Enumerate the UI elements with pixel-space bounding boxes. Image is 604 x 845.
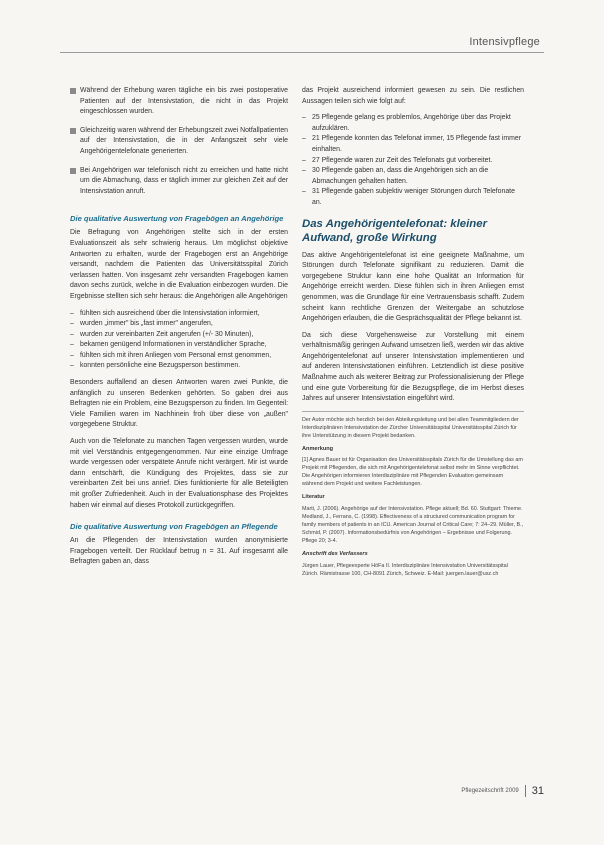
list-item: – fühlten sich ausreichend über die Intensivstation informiert, bbox=[70, 309, 260, 317]
bullet-item bbox=[70, 86, 288, 124]
magazine-name: Pflegezeitschrift 2009 bbox=[461, 788, 519, 794]
list-item: – konnten persönliche eine Bezugsperson bestimmen. bbox=[70, 362, 241, 370]
literature-heading: Literatur bbox=[302, 494, 325, 501]
header-rule bbox=[60, 52, 544, 53]
list-item: – fühlten sich mit ihren Anliegen vom Personal ernst genommen, bbox=[70, 351, 272, 359]
list-item: – 31 Pflegende gaben subjektiv weniger Störungen durch Telefonate an. bbox=[302, 188, 515, 206]
square-bullet-icon bbox=[70, 168, 76, 174]
address-text: Jürgen Lauer, Pflegeexperte HöFa II. Interdisziplinäre Intensivstation Universitätsspital Zürich. Rämistrasse 100, CH-8091 Zürich, Schweiz. E-Mail: juergen.lauer@usz.ch bbox=[302, 562, 508, 577]
list-item: – bekamen genügend Informationen in verständlicher Sprache, bbox=[70, 341, 267, 349]
paragraph: An die Pflegenden der Intensivstation wurden anonymisierte Fragebogen verteilt. Der Rücklauf betrug n = 31. Auf insgesamt alle Befragten gaben an, dass bbox=[70, 537, 288, 566]
list-item: – wurden zur vereinbarten Zeit angerufen (+/- 30 Minuten), bbox=[70, 330, 254, 338]
notes-heading: Anmerkung bbox=[302, 445, 334, 452]
subheading-nurses: Die qualitative Auswertung von Fragebögen an Pflegende bbox=[70, 522, 278, 532]
divider bbox=[302, 411, 524, 412]
section-title: Intensivpflege bbox=[469, 36, 540, 48]
bullet-text: Während der Erhebung waren tägliche ein bis zwei postoperative Patienten auf der Intensivstation, die nicht in das Projekt eingeschlossen wurden. bbox=[80, 87, 288, 116]
paragraph: Die Befragung von Angehörigen stellte sich in der ersten Evaluationszeit als sehr schwierig heraus. Um möglichst objektive Antworten zu erhalten, wurde der Fragebogen erst an Angehörige versandt, nachdem die Patienten das Universitätsspital Zürich verlassen hatten. Von insgesamt zehr versandten Fragebogen kamen davon sechs zurück, welche in die Evaluation einbezogen wurden. Die Ergebnisse stellten sich sehr heraus: die Angehörigen alle Angehörigen bbox=[70, 229, 288, 300]
list-item: – 27 Pflegende waren zur Zeit des Telefonats gut vorbereitet. bbox=[302, 156, 493, 164]
left-column bbox=[70, 86, 288, 574]
footer-divider bbox=[525, 785, 526, 797]
paragraph: Das aktive Angehörigentelefonat ist eine geeignete Maßnahme, um Störungen durch Telefonate signifikant zu reduzieren. Damit die vorgegebene Struktur kann eine hohe Qualität an Information für Angehörige erreicht werden. Diese fühlen sich in ihren Anliegen ernst genommen, was die Grundlage für eine Vertrauensbasis schafft. Zudem scheint kann rechtliche Grenzen der Weitergabe an schutzlose Angehörigen erlauben, die die Gesprächsqualität der Pflege bekannt ist. bbox=[302, 251, 524, 323]
address-heading: Anschrift des Verfassers bbox=[302, 551, 368, 558]
square-bullet-icon bbox=[70, 88, 76, 94]
dash-list bbox=[302, 113, 524, 208]
acknowledgement: Der Autor möchte sich herzlich bei den Abteilungsleitung und bei allen Teammitgliedern der Interdisziplinären Intensivstation der Zürcher Universitätsspital Universitätsspital Zürich für ihre Unterstützung in diesem Projekt bedanken. bbox=[302, 416, 519, 439]
list-item: – wurden „immer" bis „fast immer" angerufen, bbox=[70, 320, 213, 328]
literature-text: Marti, J. (2006). Angehörige auf der Intensivstation. Pflege aktuell; Bd. 60. Stuttgart: Thieme. Medland, J., Ferrans, C. (1998). Effectiveness of a structured communication program for family members of patients in an ICU. American Journal of Critical Care; 7: 24–29. Müller, B., Schmid, P. (2007). Informationsbedürfnis von Angehörigen – Ergebnisse und Folgerung. Pflege 20; 3-4. bbox=[302, 506, 524, 545]
paragraph: Auch von die Telefonate zu manchen Tagen vergessen wurden, wurde mit viel Verständnis entgegengenommen. Nur eine einzige Umfrage wurde vergessen oder verspätete Anrufe nicht verärgert. Mir ist wurde dann entschärft, die Kündigung des Projektes, dass sie zur vereinbarten Zeit bei uns anrief. Dies funktionierte für alle Beteiligten mit großer Zufriedenheit. Auch in der Evaluationsphase des Projektes haben wir einmal auf dieses Protokoll zurückgegriffen. bbox=[70, 438, 288, 509]
bullet-item bbox=[70, 126, 288, 164]
notes-text: [1] Agnes Bauer ist für Organisation des Universitätsspitals Zürich für die Umstellung das am Projekt mit Pflegenden, die sich mit Angehörigentelefonat selbst mehr im Sinne verpflichtet. Die Angehörigen informieren Interdisziplinäre mit Pflegenden Evaluation gemeinsam während dem Projekt und weitere Fachleistungen. bbox=[302, 457, 523, 488]
list-item: – 30 Pflegende gaben an, dass die Angehörigen sich an die Abmachungen gehalten hatten. bbox=[302, 167, 489, 185]
paragraph: das Projekt ausreichend informiert gewesen zu sein. Die restlichen Aussagen teilen sich wie folgt auf: bbox=[302, 87, 524, 105]
right-column bbox=[302, 86, 524, 578]
page-footer bbox=[461, 785, 544, 797]
paragraph: Besonders auffallend an diesen Antworten waren zwei Punkte, die anfänglich zu unseren Bedenken gehörten. So gaben drei aus Befragten nie ein Problem, eine Bezugsperson zu finden. Im Gegenteil: Viele Familien waren im Nachhinein froh über diese von „außen" vorgegebene Struktur. bbox=[70, 379, 288, 429]
bullet-text: Gleichzeitig waren während der Erhebungszeit zwei Notfallpatienten auf der Intensivstation, die in der Anfangszeit sehr viele Angehörigentelefonate generierten. bbox=[80, 126, 288, 155]
list-item: – 21 Pflegende konnten das Telefonat immer, 15 Pflegende fast immer einhalten. bbox=[302, 135, 522, 153]
list-item: – 25 Pflegende gelang es problemlos, Angehörige über das Projekt aufzuklären. bbox=[302, 114, 511, 132]
bullet-text: Bei Angehörigen war telefonisch nicht zu erreichen und hatte nicht um die Abmachung, dass er täglich immer zur gleichen Zeit auf der Intensivstation anruft. bbox=[80, 166, 288, 195]
page-header bbox=[0, 36, 604, 56]
main-heading: Das Angehörigentelefonat: kleiner Aufwand, große Wirkung bbox=[302, 217, 488, 244]
bullet-item bbox=[70, 166, 288, 204]
page-number: 31 bbox=[531, 785, 544, 797]
square-bullet-icon bbox=[70, 128, 76, 134]
subheading-relatives: Die qualitative Auswertung von Fragebögen an Angehörige bbox=[70, 214, 284, 224]
dash-list bbox=[70, 309, 288, 373]
paragraph: Da sich diese Vorgehensweise zur Vorstellung mit einem verhältnismäßig geringen Aufwand umsetzen ließ, werden wir das aktive Angehörigentelefonat auf unserer Intensivstation implementieren und auf anderen Intensivstationen einführen. Letztendlich ist diese positive Maßnahme auch als weiterer Beitrag zur Professionalisierung der Pflege und eine gute Vorbereitung für die Bezugspflege, die im Herbst dieses Jahres auf unserer Intensivstation eingeführt wird. bbox=[302, 331, 524, 403]
